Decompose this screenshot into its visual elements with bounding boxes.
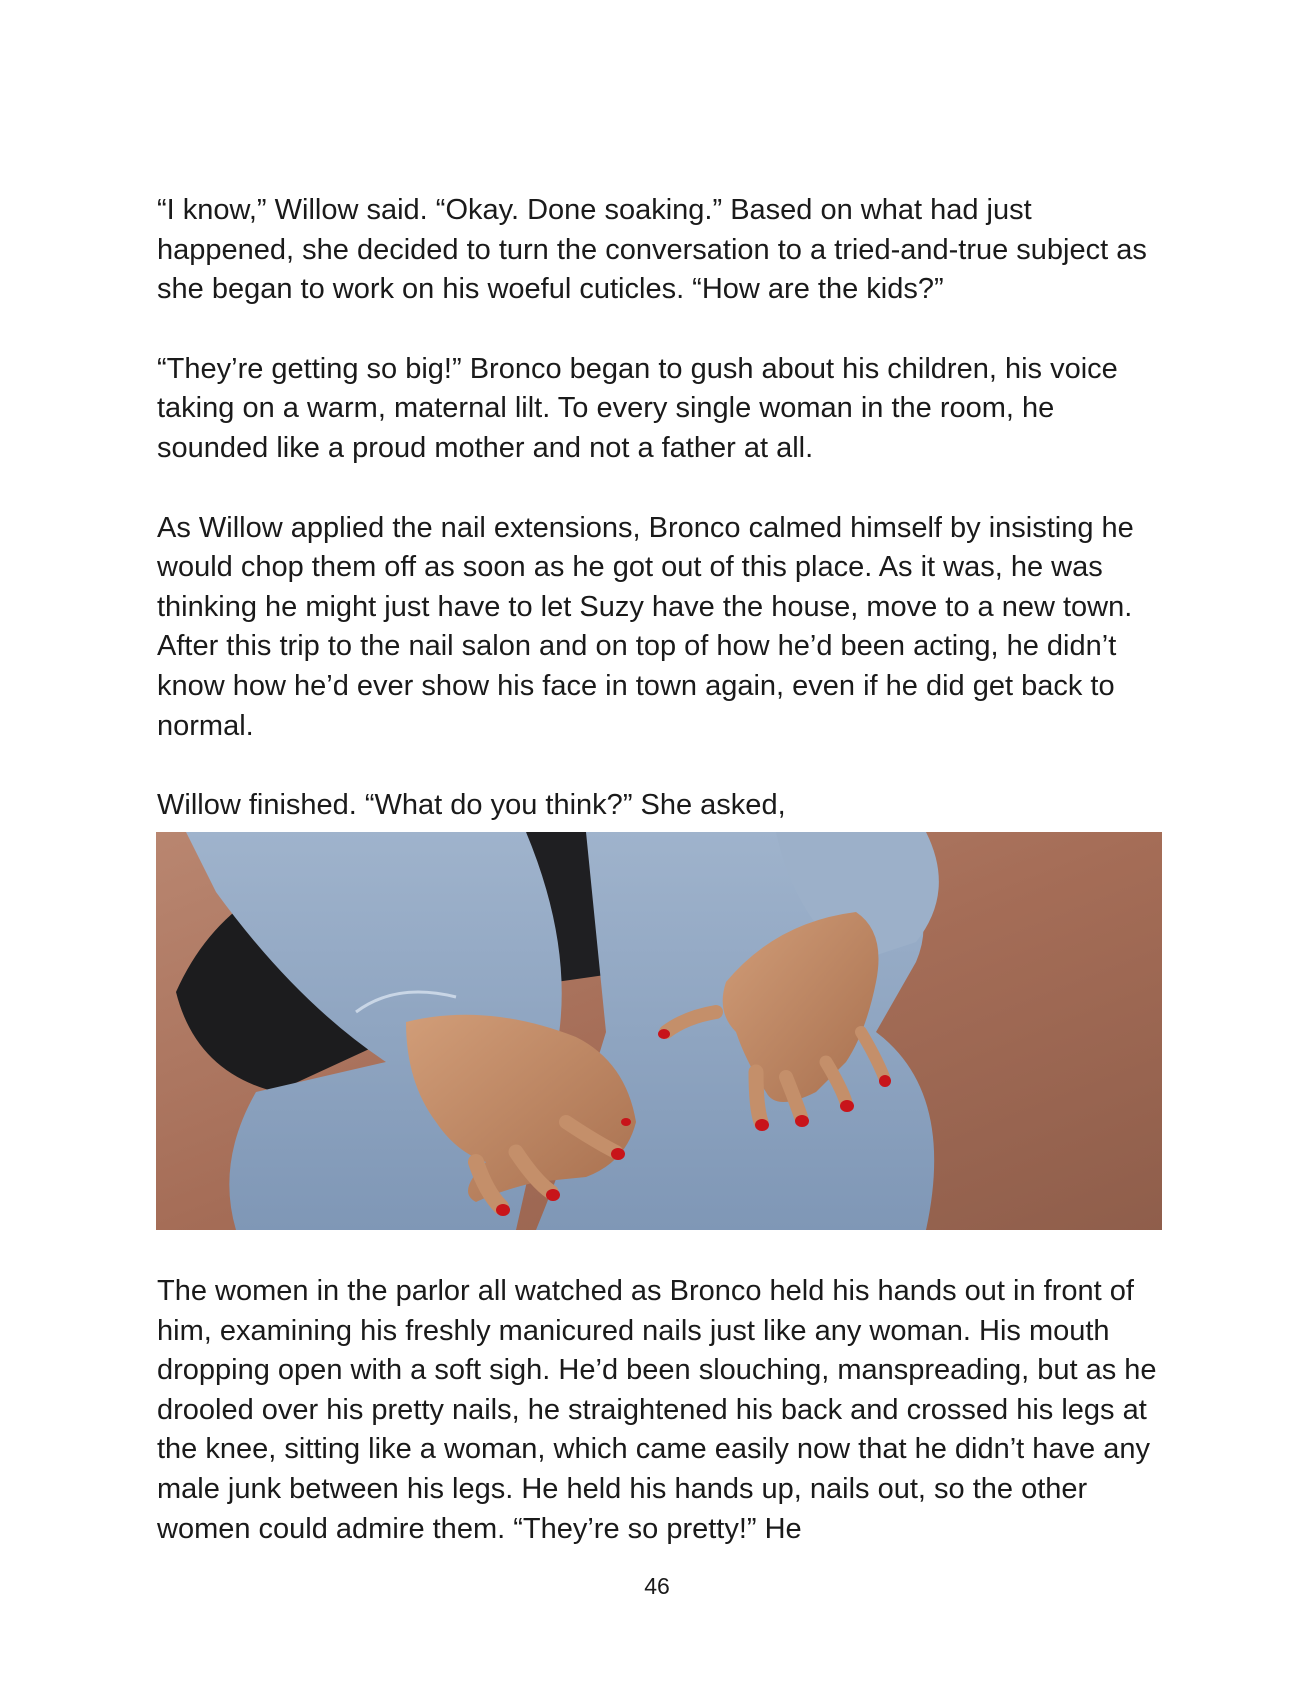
red-nail [496, 1204, 510, 1216]
manicured-hands-illustration [156, 832, 1162, 1230]
right-finger [756, 1072, 761, 1122]
red-nail [611, 1148, 625, 1160]
red-nail [621, 1118, 631, 1126]
red-nail [879, 1075, 891, 1087]
body-text-top [157, 191, 1167, 826]
illustration-svg [156, 832, 1162, 1230]
paragraph: “They’re getting so big!” Bronco began to gush about his children, his voice taking on a warm, maternal lilt. To every single woman in the room, he sounded like a proud mother and not a father at all. [157, 352, 1118, 464]
paragraph: As Willow applied the nail extensions, Bronco calmed himself by insisting he would chop them off as soon as he got out of this place. As it was, he was thinking he might just have to let Suzy have the house, move to a new town. After this trip to the nail salon and on top of how he’d been acting, he didn’t know how he’d ever show his face in town again, even if he did get back to normal. [157, 511, 1134, 742]
page-number: 46 [644, 1573, 670, 1599]
red-nail [546, 1189, 560, 1201]
red-nail [840, 1100, 854, 1112]
red-nail [658, 1029, 670, 1039]
body-text-bottom [157, 1272, 1167, 1549]
paragraph: Willow finished. “What do you think?” She asked, [157, 789, 786, 822]
paragraph: “I know,” Willow said. “Okay. Done soaking.” Based on what had just happened, she decided to turn the conversation to a tried-and-true subject as she began to work on his woeful cuticles. “How are the kids?” [157, 194, 1147, 306]
paragraph: The women in the parlor all watched as Bronco held his hands out in front of him, examining his freshly manicured nails just like any woman. His mouth dropping open with a soft sigh. He’d been slouching, manspreading, but as he drooled over his pretty nails, he straightened his back and crossed his legs at the knee, sitting like a woman, which came easily now that he didn’t have any male junk between his legs. He held his hands up, nails out, so the other women could admire them. “They’re so pretty!” He [157, 1275, 1157, 1545]
red-nail [795, 1115, 809, 1127]
red-nail [755, 1119, 769, 1131]
